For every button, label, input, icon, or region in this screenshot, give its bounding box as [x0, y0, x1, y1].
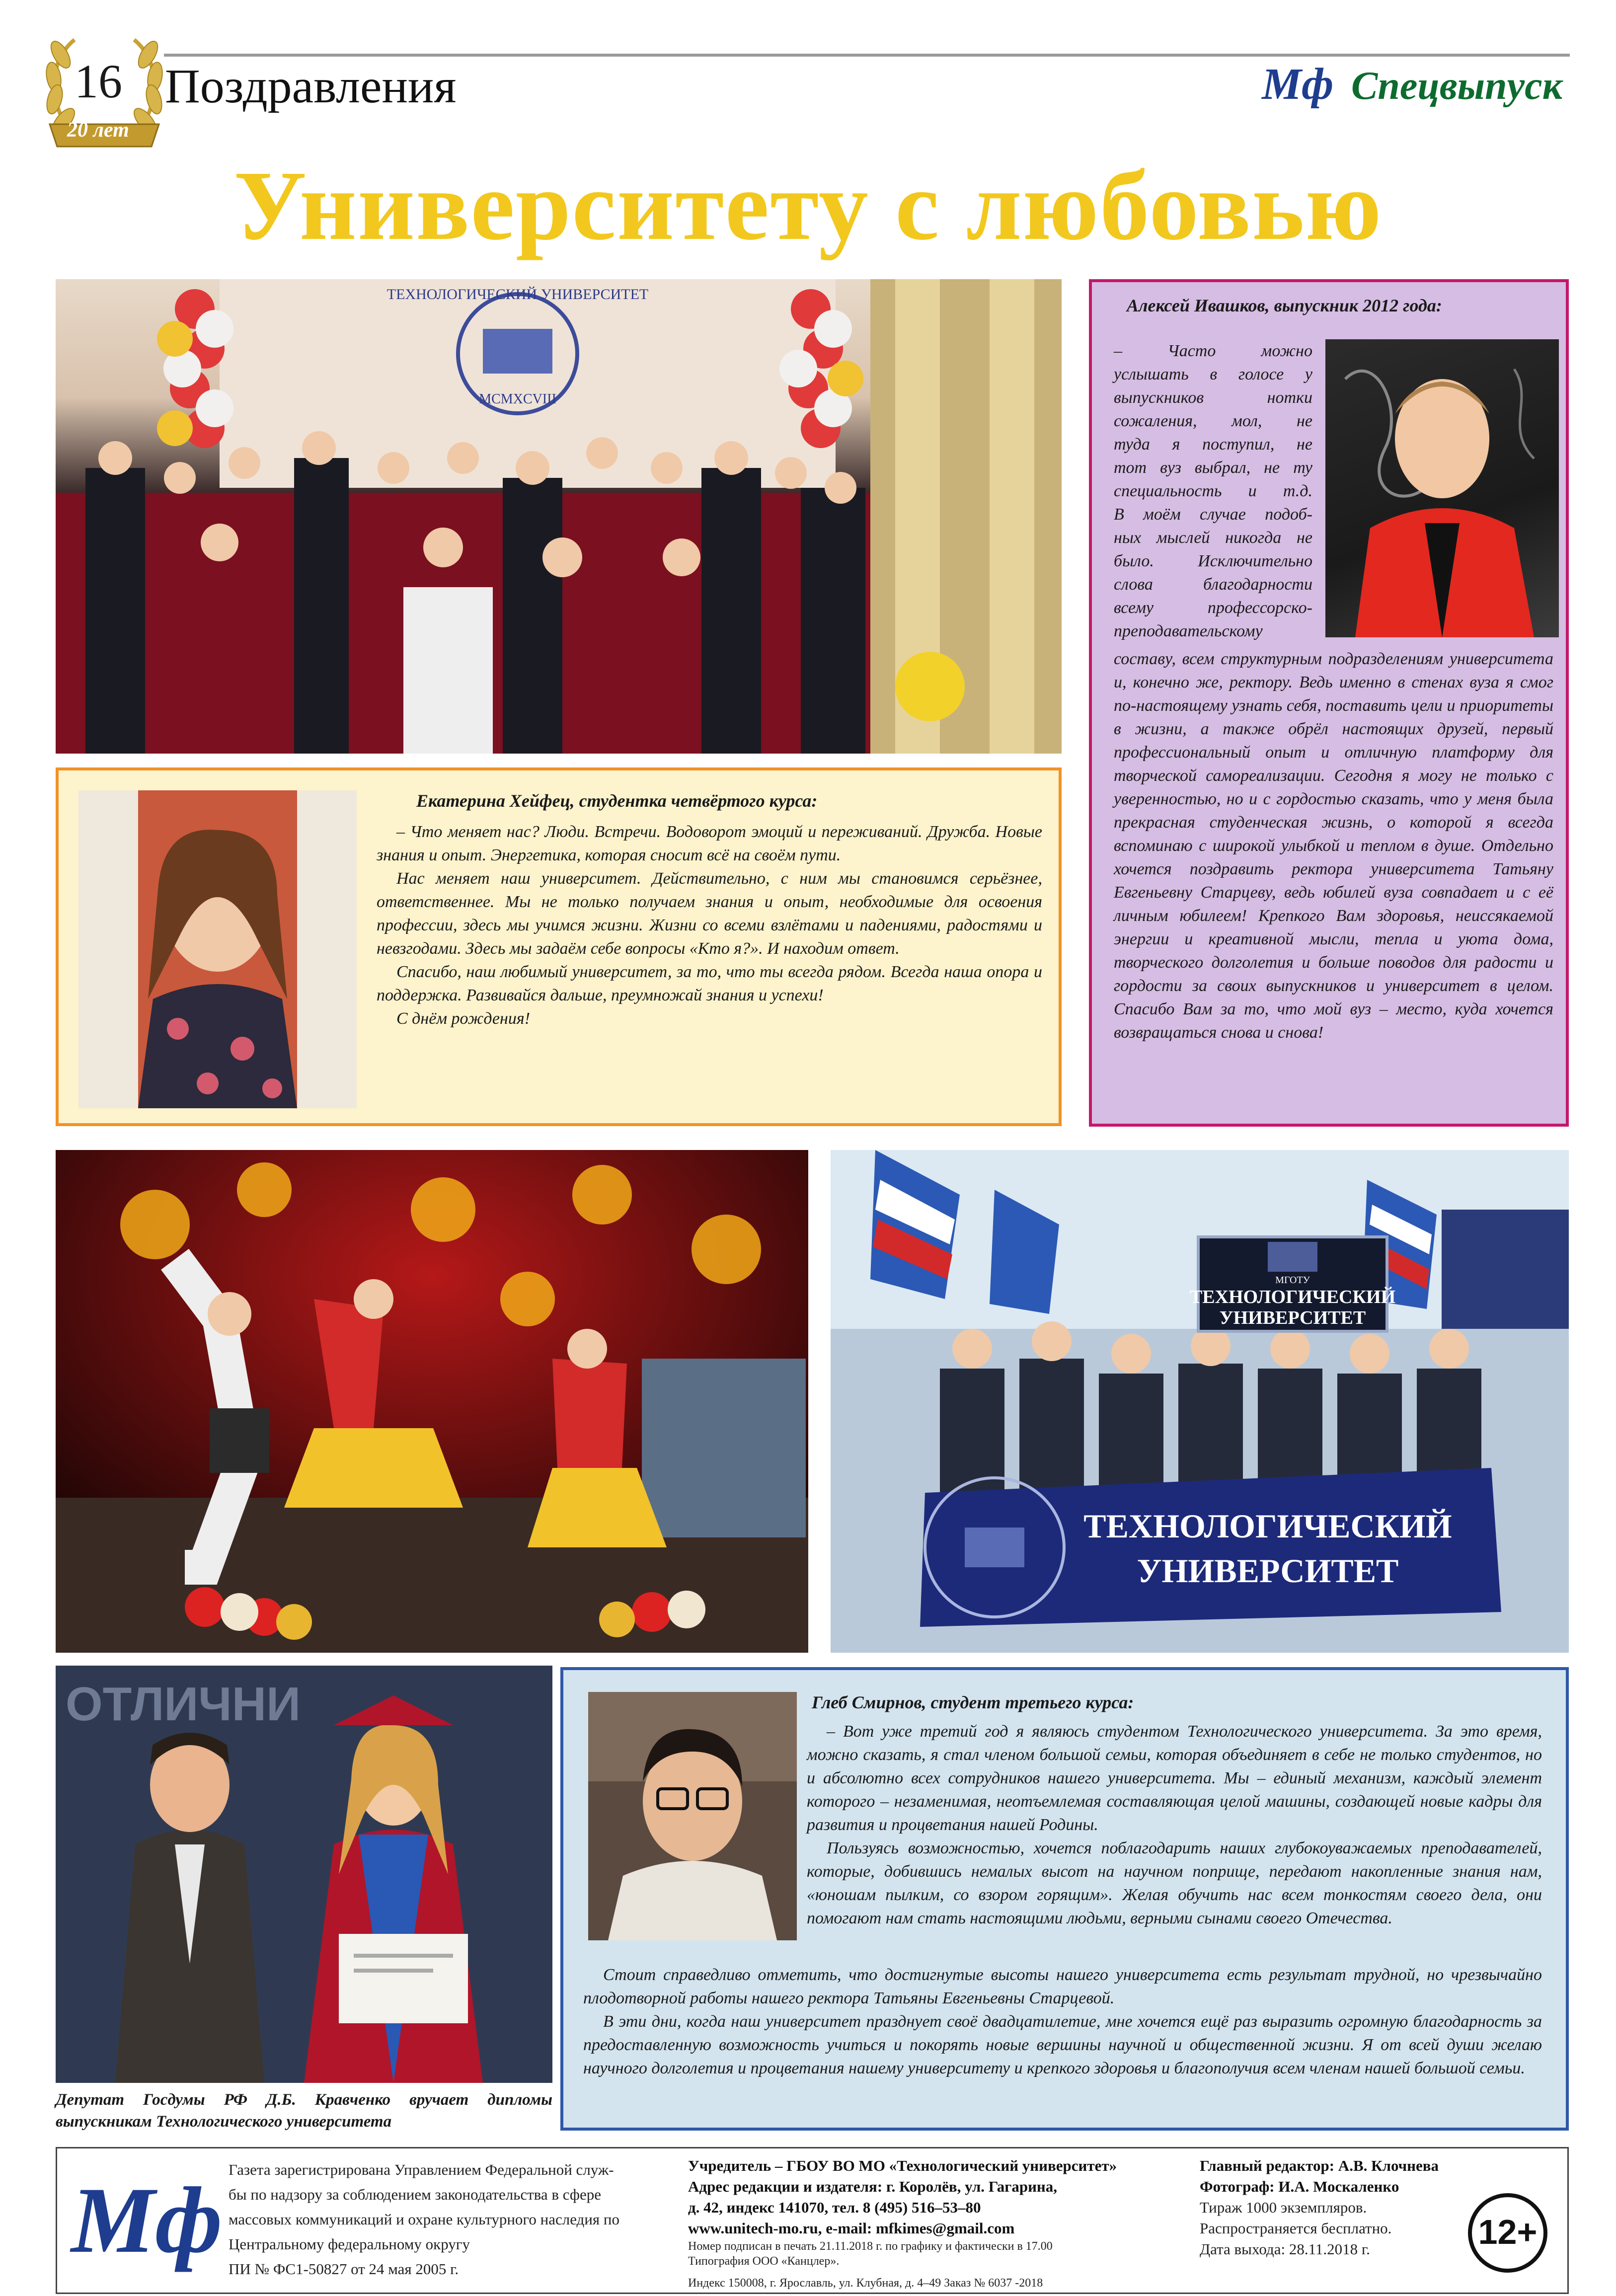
- smirnov-text-narrow: [807, 1720, 1542, 1930]
- ivashkov-line: ных мыслей никогда не: [1114, 529, 1312, 547]
- registration-line: ПИ № ФС1-50827 от 24 мая 2005 г.: [229, 2260, 459, 2278]
- ivashkov-line: слова благодарности: [1114, 575, 1312, 594]
- newspaper-logo: Мф: [1262, 60, 1334, 109]
- photo-dancers: [56, 1150, 808, 1653]
- photo-graduates: [56, 279, 1062, 754]
- anniversary-ribbon: 20 лет: [67, 119, 129, 142]
- print-info-line: Индекс 150008, г. Ярославль, ул. Клубная, д. 4–49 Заказ № 6037 -2018: [688, 2277, 1043, 2290]
- smirnov-paragraph: Стоит справедливо отметить, что достигнутые высоты нашего университета есть результат трудной, но чрезвычайно плодотворной работы нашего ректора Татьяны Евгеньевны Старцевой.: [583, 1966, 1542, 2007]
- march-banner-text-1: ТЕХНОЛОГИЧЕСКИЙ: [1083, 1507, 1452, 1545]
- page-number: 16: [75, 55, 122, 108]
- award-caption: Депутат Госдумы РФ Д.Б. Кравченко вручает дипломы выпускникам Технологического университета: [56, 2091, 552, 2131]
- portrait-ivashkov: [1325, 339, 1559, 637]
- header-rule: [164, 54, 1570, 57]
- heifets-paragraph: Нас меняет наш университет. Действительно, с ним мы становимся серьёзнее, ответственнее. Мы не только получаем знания и опыт, необходимые для освоения профессии, здесь мы учимся жизни. Жизни со всеми взлётами и падениями, радостями и невзгодами. Здесь мы задаём себе вопросы «Кто я?». И находим ответ.: [377, 869, 1042, 958]
- march-sign-text-2: УНИВЕРСИТЕТ: [1219, 1307, 1366, 1328]
- photo-award: [56, 1666, 552, 2083]
- founder-line: Учредитель – ГБОУ ВО МО «Технологический университет»: [688, 2157, 1117, 2174]
- photographer: Фотограф: И.А. Москаленко: [1200, 2178, 1399, 2195]
- editor-in-chief: Главный редактор: А.В. Клочнева: [1200, 2157, 1439, 2174]
- registration-line: бы по надзору за соблюдением законодательства в сфере: [229, 2186, 602, 2203]
- print-info-line: Номер подписан в печать 21.11.2018 г. по графику и фактически в 17.00: [688, 2240, 1053, 2253]
- ivashkov-line: выпускников нотки: [1114, 388, 1312, 407]
- ivashkov-line: В моём случае подоб-: [1114, 505, 1312, 524]
- ivashkov-author: Алексей Ивашков, выпускник 2012 года:: [1127, 296, 1442, 315]
- ivashkov-line: тот вуз выбрал, не ту: [1114, 459, 1312, 477]
- portrait-heifets: [78, 790, 357, 1108]
- footer-founder: [688, 2155, 1185, 2291]
- footer-registration: [229, 2157, 676, 2282]
- section-title: Поздравления: [165, 60, 457, 113]
- ivashkov-text-narrow: [1114, 339, 1312, 643]
- march-sign-small: МГОТУ: [1275, 1275, 1310, 1286]
- ivashkov-line: услышать в голосе у: [1114, 365, 1312, 383]
- smirnov-paragraph: В эти дни, когда наш университет празднует своё двадцатилетие, мне хочется ещё раз выразить огромную благодарность за предоставленную возможность учиться и покорять новые вершины научной и общественной жизни. Я от всей души желаю научного долголетия и процветания нашему университету и крепкого здоровья и благополучия всем членам нашей большой семьи.: [583, 2012, 1542, 2077]
- registration-line: Газета зарегистрирована Управлением Федеральной служ-: [229, 2161, 614, 2178]
- footer-editorial: [1200, 2155, 1498, 2260]
- smirnov-paragraph: Пользуясь возможностью, хочется поблагодарить наших глубокоуважаемых преподавателей, которые, добившись немалых высот на научном поприще, передают накопленные знания нам, «юношам пылким, со взором горящим». Желая обучить нас всем тонкостям своего дела, они помогают нам стать настоящими людьми, верными сынами своего Отечества.: [807, 1839, 1542, 1927]
- print-info-line: Типография ООО «Канцлер».: [688, 2255, 840, 2268]
- heifets-paragraph: С днём рождения!: [396, 1009, 531, 1028]
- smirnov-paragraph: – Вот уже третий год я являюсь студентом Технологического университета. За это время, можно сказать, я стал членом большой семьи, которая объединяет в себе не только студентов, но и абсолютно всех сотрудников нашего университета. Мы – единый механизм, каждый элемент которого – незаменимая, неотъемлемая составляющая целой машины, создающей новые кадры для развития и процветания нашей Родины.: [807, 1722, 1542, 1834]
- registration-line: массовых коммуникаций и охране культурного наследия по: [229, 2211, 620, 2228]
- portrait-smirnov: [588, 1692, 797, 1940]
- circulation: Тираж 1000 экземпляров.: [1200, 2199, 1367, 2216]
- ivashkov-line: преподавательскому: [1114, 622, 1263, 640]
- issue-label: Спецвыпуск: [1351, 64, 1563, 108]
- march-banner-text-2: УНИВЕРСИТЕТ: [1137, 1552, 1399, 1590]
- heifets-paragraph: – Что меняет нас? Люди. Встречи. Водоворот эмоций и переживаний. Дружба. Новые знания и опыт. Энергетика, которая сносит всё на своём пути.: [377, 823, 1042, 864]
- smirnov-author: Глеб Смирнов, студент третьего курса:: [812, 1692, 1134, 1712]
- march-sign-text-1: ТЕХНОЛОГИЧЕСКИЙ: [1189, 1287, 1396, 1307]
- ivashkov-line: туда я поступил, не: [1114, 435, 1312, 454]
- founder-line: д. 42, индекс 141070, тел. 8 (495) 516–53–80: [688, 2199, 981, 2216]
- founder-line: www.unitech-mo.ru, e-mail: mfkimes@gmail.com: [688, 2219, 1015, 2237]
- distribution: Распространяется бесплатно.: [1200, 2219, 1392, 2237]
- ivashkov-line: – Часто можно: [1114, 342, 1312, 360]
- release-date: Дата выхода: 28.11.2018 г.: [1200, 2240, 1370, 2258]
- footer-logo: Мф: [71, 2168, 223, 2273]
- quote-box-smirnov: [560, 1667, 1569, 2131]
- imprint-footer: [56, 2147, 1569, 2294]
- graduates-banner-year: MCMXCVIII: [479, 391, 556, 407]
- heifets-paragraph: Спасибо, наш любимый университет, за то, что ты всегда рядом. Всегда наша опора и поддержка. Развивайся дальше, преумножай знания и успехи!: [377, 963, 1042, 1004]
- photo-march: [831, 1150, 1569, 1653]
- page-headline: Университету с любовью: [233, 151, 1383, 261]
- smirnov-text-wide: [583, 1963, 1542, 2080]
- ivashkov-line: всему профессорско-: [1114, 599, 1312, 617]
- age-rating-badge: 12+: [1468, 2193, 1547, 2273]
- heifets-author: Екатерина Хейфец, студентка четвёртого курса:: [416, 791, 818, 811]
- registration-line: Центральному федеральному округу: [229, 2235, 470, 2253]
- quote-box-ivashkov: [1089, 279, 1569, 1127]
- ivashkov-line: было. Исключительно: [1114, 552, 1312, 570]
- award-backdrop-text: ОТЛИЧНИ: [66, 1678, 301, 1731]
- heifets-text: [377, 820, 1042, 1030]
- quote-box-heifets: [56, 767, 1062, 1126]
- ivashkov-text-wide: составу, всем структурным подразделениям университета и, конечно же, ректору. Ведь именно в стенах вуза я смог по-настоящему узнать себя, поставить цели и приоритеты в жизни, а также обрёл настоящих друзей, первый профессиональный опыт и отличную платформу для творческой самореализации. Сегодня я могу не только с уверенностью, но и с гордостью сказать, что у меня была прекрасная студенческая жизнь, о которой я всегда вспоминаю с широкой улыбкой и теплом в душе. Отдельно хочется поздравить ректора университета Татьяну Евгеньевну Старцеву, ведь юбилей вуза совпадает и с её личным юбилеем! Крепкого Вам здоровья, неиссякаемой энергии и креативной мысли, тепла и уюта дома, творческого долголетия и больше поводов для радости и гордости за своих выпускников и университет в целом. Спасибо Вам за то, что мой вуз – место, куда хочется возвращаться снова и снова!: [1114, 650, 1553, 1042]
- graduates-banner-arc: ТЕХНОЛОГИЧЕСКИЙ УНИВЕРСИТЕТ: [386, 286, 649, 303]
- ivashkov-line: специальность и т.д.: [1114, 482, 1312, 500]
- founder-line: Адрес редакции и издателя: г. Королёв, ул. Гагарина,: [688, 2178, 1058, 2195]
- ivashkov-line: сожаления, мол, не: [1114, 412, 1312, 430]
